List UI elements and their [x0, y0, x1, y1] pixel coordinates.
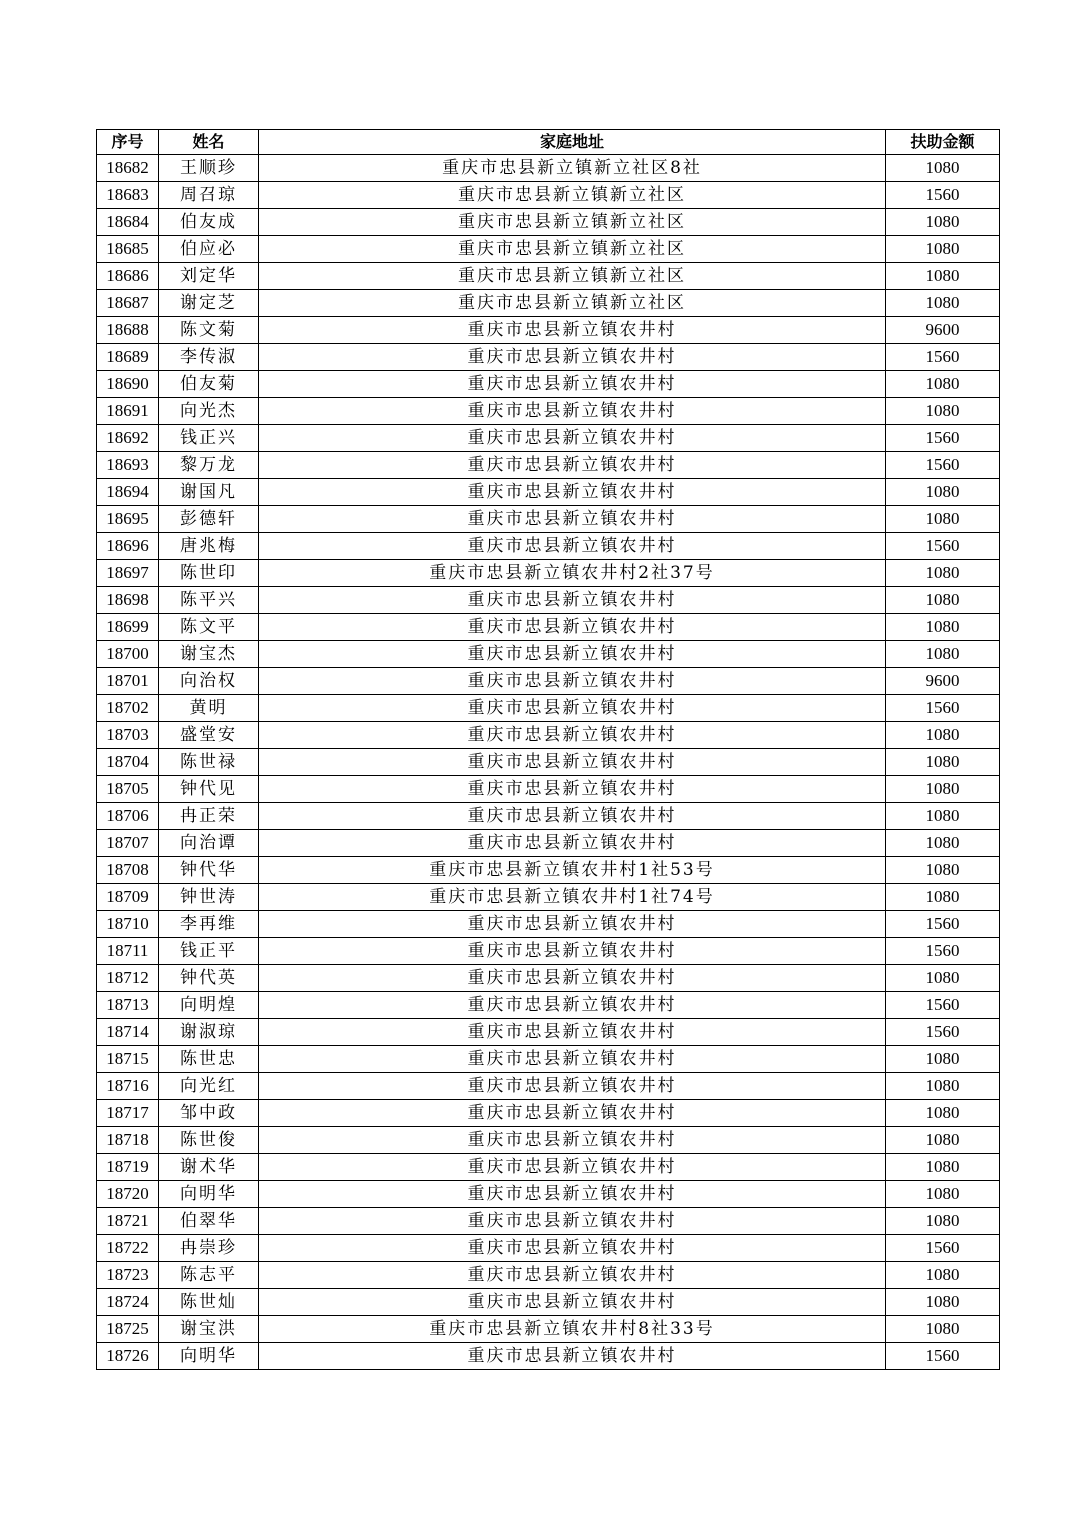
- table-row: [97, 1289, 1000, 1316]
- cell-name: 陈世忠: [159, 1046, 259, 1073]
- table-row: [97, 371, 1000, 398]
- table-row: [97, 992, 1000, 1019]
- cell-amount: 1080: [886, 1127, 1000, 1154]
- cell-seq: 18706: [97, 803, 159, 830]
- table-row: [97, 1073, 1000, 1100]
- cell-name: 伯友菊: [159, 371, 259, 398]
- cell-name: 黎万龙: [159, 452, 259, 479]
- cell-amount: 1080: [886, 398, 1000, 425]
- cell-name: 谢术华: [159, 1154, 259, 1181]
- table-row: [97, 803, 1000, 830]
- cell-name: 向明华: [159, 1181, 259, 1208]
- cell-address: 重庆市忠县新立镇农井村: [259, 992, 886, 1019]
- cell-name: 冉崇珍: [159, 1235, 259, 1262]
- cell-address: 重庆市忠县新立镇农井村8社33号: [259, 1316, 886, 1343]
- cell-address: 重庆市忠县新立镇农井村: [259, 830, 886, 857]
- cell-name: 谢淑琼: [159, 1019, 259, 1046]
- cell-seq: 18697: [97, 560, 159, 587]
- cell-amount: 1560: [886, 1343, 1000, 1370]
- cell-amount: 1080: [886, 155, 1000, 182]
- cell-name: 钟代英: [159, 965, 259, 992]
- cell-address: 重庆市忠县新立镇农井村: [259, 1046, 886, 1073]
- cell-seq: 18710: [97, 911, 159, 938]
- cell-name: 黄明: [159, 695, 259, 722]
- cell-name: 谢定芝: [159, 290, 259, 317]
- cell-seq: 18688: [97, 317, 159, 344]
- cell-seq: 18722: [97, 1235, 159, 1262]
- cell-amount: 1560: [886, 425, 1000, 452]
- header-seq: 序号: [97, 130, 159, 155]
- cell-name: 彭德轩: [159, 506, 259, 533]
- cell-name: 谢宝杰: [159, 641, 259, 668]
- table-row: [97, 155, 1000, 182]
- cell-amount: 1080: [886, 587, 1000, 614]
- cell-name: 陈平兴: [159, 587, 259, 614]
- table-row: [97, 1100, 1000, 1127]
- cell-seq: 18716: [97, 1073, 159, 1100]
- table-row: [97, 1235, 1000, 1262]
- cell-amount: 1080: [886, 1046, 1000, 1073]
- cell-address: 重庆市忠县新立镇农井村: [259, 1181, 886, 1208]
- cell-address: 重庆市忠县新立镇农井村: [259, 1127, 886, 1154]
- table-row: [97, 344, 1000, 371]
- cell-amount: 1560: [886, 1019, 1000, 1046]
- table-row: [97, 1154, 1000, 1181]
- cell-name: 向治权: [159, 668, 259, 695]
- table-row: [97, 695, 1000, 722]
- cell-address: 重庆市忠县新立镇农井村: [259, 938, 886, 965]
- table-row: [97, 533, 1000, 560]
- cell-amount: 1080: [886, 641, 1000, 668]
- table-row: [97, 668, 1000, 695]
- header-amount: 扶助金额: [886, 130, 1000, 155]
- cell-address: 重庆市忠县新立镇农井村: [259, 398, 886, 425]
- cell-seq: 18687: [97, 290, 159, 317]
- cell-amount: 1560: [886, 344, 1000, 371]
- cell-name: 谢国凡: [159, 479, 259, 506]
- table-row: [97, 1316, 1000, 1343]
- cell-amount: 1080: [886, 560, 1000, 587]
- table-row: [97, 1019, 1000, 1046]
- cell-seq: 18696: [97, 533, 159, 560]
- cell-address: 重庆市忠县新立镇农井村: [259, 749, 886, 776]
- table-row: [97, 1343, 1000, 1370]
- cell-seq: 18723: [97, 1262, 159, 1289]
- cell-seq: 18699: [97, 614, 159, 641]
- cell-address: 重庆市忠县新立镇新立社区: [259, 290, 886, 317]
- cell-amount: 1560: [886, 452, 1000, 479]
- cell-seq: 18725: [97, 1316, 159, 1343]
- cell-seq: 18708: [97, 857, 159, 884]
- table-row: [97, 722, 1000, 749]
- cell-amount: 1560: [886, 992, 1000, 1019]
- cell-seq: 18703: [97, 722, 159, 749]
- cell-seq: 18701: [97, 668, 159, 695]
- cell-amount: 1080: [886, 857, 1000, 884]
- table-row: [97, 641, 1000, 668]
- table-row: [97, 209, 1000, 236]
- cell-address: 重庆市忠县新立镇农井村: [259, 776, 886, 803]
- cell-seq: 18715: [97, 1046, 159, 1073]
- cell-seq: 18717: [97, 1100, 159, 1127]
- cell-address: 重庆市忠县新立镇农井村: [259, 452, 886, 479]
- cell-name: 伯友成: [159, 209, 259, 236]
- cell-amount: 1080: [886, 371, 1000, 398]
- table-row: [97, 560, 1000, 587]
- cell-address: 重庆市忠县新立镇农井村: [259, 344, 886, 371]
- cell-name: 向明煌: [159, 992, 259, 1019]
- cell-amount: 1080: [886, 1262, 1000, 1289]
- cell-name: 钟代华: [159, 857, 259, 884]
- cell-address: 重庆市忠县新立镇农井村: [259, 1073, 886, 1100]
- cell-name: 向光杰: [159, 398, 259, 425]
- table-row: [97, 1181, 1000, 1208]
- cell-name: 周召琼: [159, 182, 259, 209]
- cell-amount: 1560: [886, 695, 1000, 722]
- table-row: [97, 587, 1000, 614]
- cell-amount: 1080: [886, 236, 1000, 263]
- cell-address: 重庆市忠县新立镇农井村: [259, 1100, 886, 1127]
- cell-seq: 18704: [97, 749, 159, 776]
- cell-address: 重庆市忠县新立镇农井村1社74号: [259, 884, 886, 911]
- cell-name: 向明华: [159, 1343, 259, 1370]
- cell-seq: 18686: [97, 263, 159, 290]
- table-row: [97, 506, 1000, 533]
- cell-name: 谢宝洪: [159, 1316, 259, 1343]
- cell-amount: 1560: [886, 182, 1000, 209]
- cell-name: 钟世涛: [159, 884, 259, 911]
- cell-amount: 1080: [886, 776, 1000, 803]
- table-row: [97, 749, 1000, 776]
- cell-seq: 18721: [97, 1208, 159, 1235]
- cell-seq: 18690: [97, 371, 159, 398]
- cell-amount: 1080: [886, 290, 1000, 317]
- cell-name: 陈世禄: [159, 749, 259, 776]
- cell-address: 重庆市忠县新立镇农井村: [259, 587, 886, 614]
- table-row: [97, 884, 1000, 911]
- cell-address: 重庆市忠县新立镇农井村2社37号: [259, 560, 886, 587]
- cell-amount: 1560: [886, 533, 1000, 560]
- cell-seq: 18724: [97, 1289, 159, 1316]
- cell-amount: 1080: [886, 1100, 1000, 1127]
- cell-address: 重庆市忠县新立镇新立社区: [259, 209, 886, 236]
- cell-seq: 18707: [97, 830, 159, 857]
- table-row: [97, 479, 1000, 506]
- cell-address: 重庆市忠县新立镇农井村: [259, 1154, 886, 1181]
- cell-name: 陈世印: [159, 560, 259, 587]
- cell-name: 王顺珍: [159, 155, 259, 182]
- cell-name: 刘定华: [159, 263, 259, 290]
- cell-amount: 1080: [886, 1208, 1000, 1235]
- cell-name: 伯翠华: [159, 1208, 259, 1235]
- table-row: [97, 452, 1000, 479]
- cell-amount: 1560: [886, 938, 1000, 965]
- cell-amount: 1080: [886, 614, 1000, 641]
- table-row: [97, 182, 1000, 209]
- cell-name: 陈志平: [159, 1262, 259, 1289]
- cell-amount: 1080: [886, 1181, 1000, 1208]
- cell-seq: 18683: [97, 182, 159, 209]
- cell-address: 重庆市忠县新立镇农井村: [259, 668, 886, 695]
- table-row: [97, 938, 1000, 965]
- cell-name: 伯应必: [159, 236, 259, 263]
- cell-amount: 1080: [886, 1154, 1000, 1181]
- table-header: [97, 130, 1000, 155]
- cell-seq: 18695: [97, 506, 159, 533]
- cell-address: 重庆市忠县新立镇农井村: [259, 965, 886, 992]
- cell-name: 陈世俊: [159, 1127, 259, 1154]
- cell-name: 向光红: [159, 1073, 259, 1100]
- cell-address: 重庆市忠县新立镇新立社区8社: [259, 155, 886, 182]
- cell-seq: 18698: [97, 587, 159, 614]
- cell-address: 重庆市忠县新立镇农井村: [259, 425, 886, 452]
- cell-name: 邹中政: [159, 1100, 259, 1127]
- cell-amount: 1080: [886, 965, 1000, 992]
- cell-name: 唐兆梅: [159, 533, 259, 560]
- table-row: [97, 857, 1000, 884]
- cell-amount: 9600: [886, 317, 1000, 344]
- cell-seq: 18720: [97, 1181, 159, 1208]
- cell-seq: 18700: [97, 641, 159, 668]
- cell-address: 重庆市忠县新立镇农井村: [259, 614, 886, 641]
- header-address: 家庭地址: [259, 130, 886, 155]
- cell-address: 重庆市忠县新立镇农井村: [259, 641, 886, 668]
- cell-seq: 18702: [97, 695, 159, 722]
- cell-address: 重庆市忠县新立镇农井村: [259, 317, 886, 344]
- cell-address: 重庆市忠县新立镇农井村: [259, 506, 886, 533]
- header-name: 姓名: [159, 130, 259, 155]
- table-row: [97, 236, 1000, 263]
- cell-seq: 18692: [97, 425, 159, 452]
- table-row: [97, 776, 1000, 803]
- cell-address: 重庆市忠县新立镇农井村: [259, 911, 886, 938]
- table-row: [97, 398, 1000, 425]
- table-row: [97, 425, 1000, 452]
- header-row: [97, 130, 1000, 155]
- cell-seq: 18693: [97, 452, 159, 479]
- cell-amount: 1560: [886, 1235, 1000, 1262]
- cell-seq: 18719: [97, 1154, 159, 1181]
- table-row: [97, 614, 1000, 641]
- cell-name: 向治谭: [159, 830, 259, 857]
- cell-amount: 1080: [886, 506, 1000, 533]
- cell-name: 冉正荣: [159, 803, 259, 830]
- cell-amount: 1080: [886, 722, 1000, 749]
- table-row: [97, 1208, 1000, 1235]
- cell-amount: 1080: [886, 830, 1000, 857]
- cell-address: 重庆市忠县新立镇农井村: [259, 1343, 886, 1370]
- cell-seq: 18712: [97, 965, 159, 992]
- cell-seq: 18694: [97, 479, 159, 506]
- cell-address: 重庆市忠县新立镇农井村1社53号: [259, 857, 886, 884]
- cell-amount: 9600: [886, 668, 1000, 695]
- cell-name: 钱正平: [159, 938, 259, 965]
- cell-amount: 1080: [886, 479, 1000, 506]
- cell-amount: 1080: [886, 209, 1000, 236]
- cell-seq: 18718: [97, 1127, 159, 1154]
- cell-name: 李再维: [159, 911, 259, 938]
- cell-amount: 1080: [886, 803, 1000, 830]
- cell-amount: 1080: [886, 1289, 1000, 1316]
- table-row: [97, 965, 1000, 992]
- cell-address: 重庆市忠县新立镇农井村: [259, 479, 886, 506]
- cell-name: 陈文平: [159, 614, 259, 641]
- cell-name: 钱正兴: [159, 425, 259, 452]
- cell-address: 重庆市忠县新立镇农井村: [259, 1289, 886, 1316]
- cell-name: 盛堂安: [159, 722, 259, 749]
- cell-address: 重庆市忠县新立镇农井村: [259, 695, 886, 722]
- cell-seq: 18705: [97, 776, 159, 803]
- cell-amount: 1080: [886, 263, 1000, 290]
- cell-seq: 18711: [97, 938, 159, 965]
- cell-address: 重庆市忠县新立镇农井村: [259, 1262, 886, 1289]
- table-row: [97, 1046, 1000, 1073]
- cell-seq: 18713: [97, 992, 159, 1019]
- cell-address: 重庆市忠县新立镇农井村: [259, 1019, 886, 1046]
- cell-amount: 1080: [886, 1073, 1000, 1100]
- cell-address: 重庆市忠县新立镇新立社区: [259, 236, 886, 263]
- table-row: [97, 911, 1000, 938]
- cell-name: 陈文菊: [159, 317, 259, 344]
- table-row: [97, 1262, 1000, 1289]
- cell-seq: 18684: [97, 209, 159, 236]
- cell-address: 重庆市忠县新立镇农井村: [259, 1235, 886, 1262]
- cell-name: 陈世灿: [159, 1289, 259, 1316]
- cell-address: 重庆市忠县新立镇新立社区: [259, 263, 886, 290]
- assistance-roster-table: [96, 129, 1000, 1370]
- cell-seq: 18682: [97, 155, 159, 182]
- cell-seq: 18691: [97, 398, 159, 425]
- cell-seq: 18685: [97, 236, 159, 263]
- cell-address: 重庆市忠县新立镇农井村: [259, 533, 886, 560]
- cell-address: 重庆市忠县新立镇农井村: [259, 722, 886, 749]
- cell-address: 重庆市忠县新立镇农井村: [259, 371, 886, 398]
- table-row: [97, 263, 1000, 290]
- cell-address: 重庆市忠县新立镇农井村: [259, 803, 886, 830]
- cell-address: 重庆市忠县新立镇农井村: [259, 1208, 886, 1235]
- cell-seq: 18689: [97, 344, 159, 371]
- cell-amount: 1080: [886, 749, 1000, 776]
- table-row: [97, 830, 1000, 857]
- table-row: [97, 317, 1000, 344]
- cell-address: 重庆市忠县新立镇新立社区: [259, 182, 886, 209]
- table-body: [97, 155, 1000, 1370]
- cell-name: 钟代见: [159, 776, 259, 803]
- cell-seq: 18714: [97, 1019, 159, 1046]
- table-row: [97, 1127, 1000, 1154]
- table-row: [97, 290, 1000, 317]
- cell-seq: 18709: [97, 884, 159, 911]
- cell-amount: 1560: [886, 911, 1000, 938]
- cell-name: 李传淑: [159, 344, 259, 371]
- cell-amount: 1080: [886, 884, 1000, 911]
- cell-seq: 18726: [97, 1343, 159, 1370]
- cell-amount: 1080: [886, 1316, 1000, 1343]
